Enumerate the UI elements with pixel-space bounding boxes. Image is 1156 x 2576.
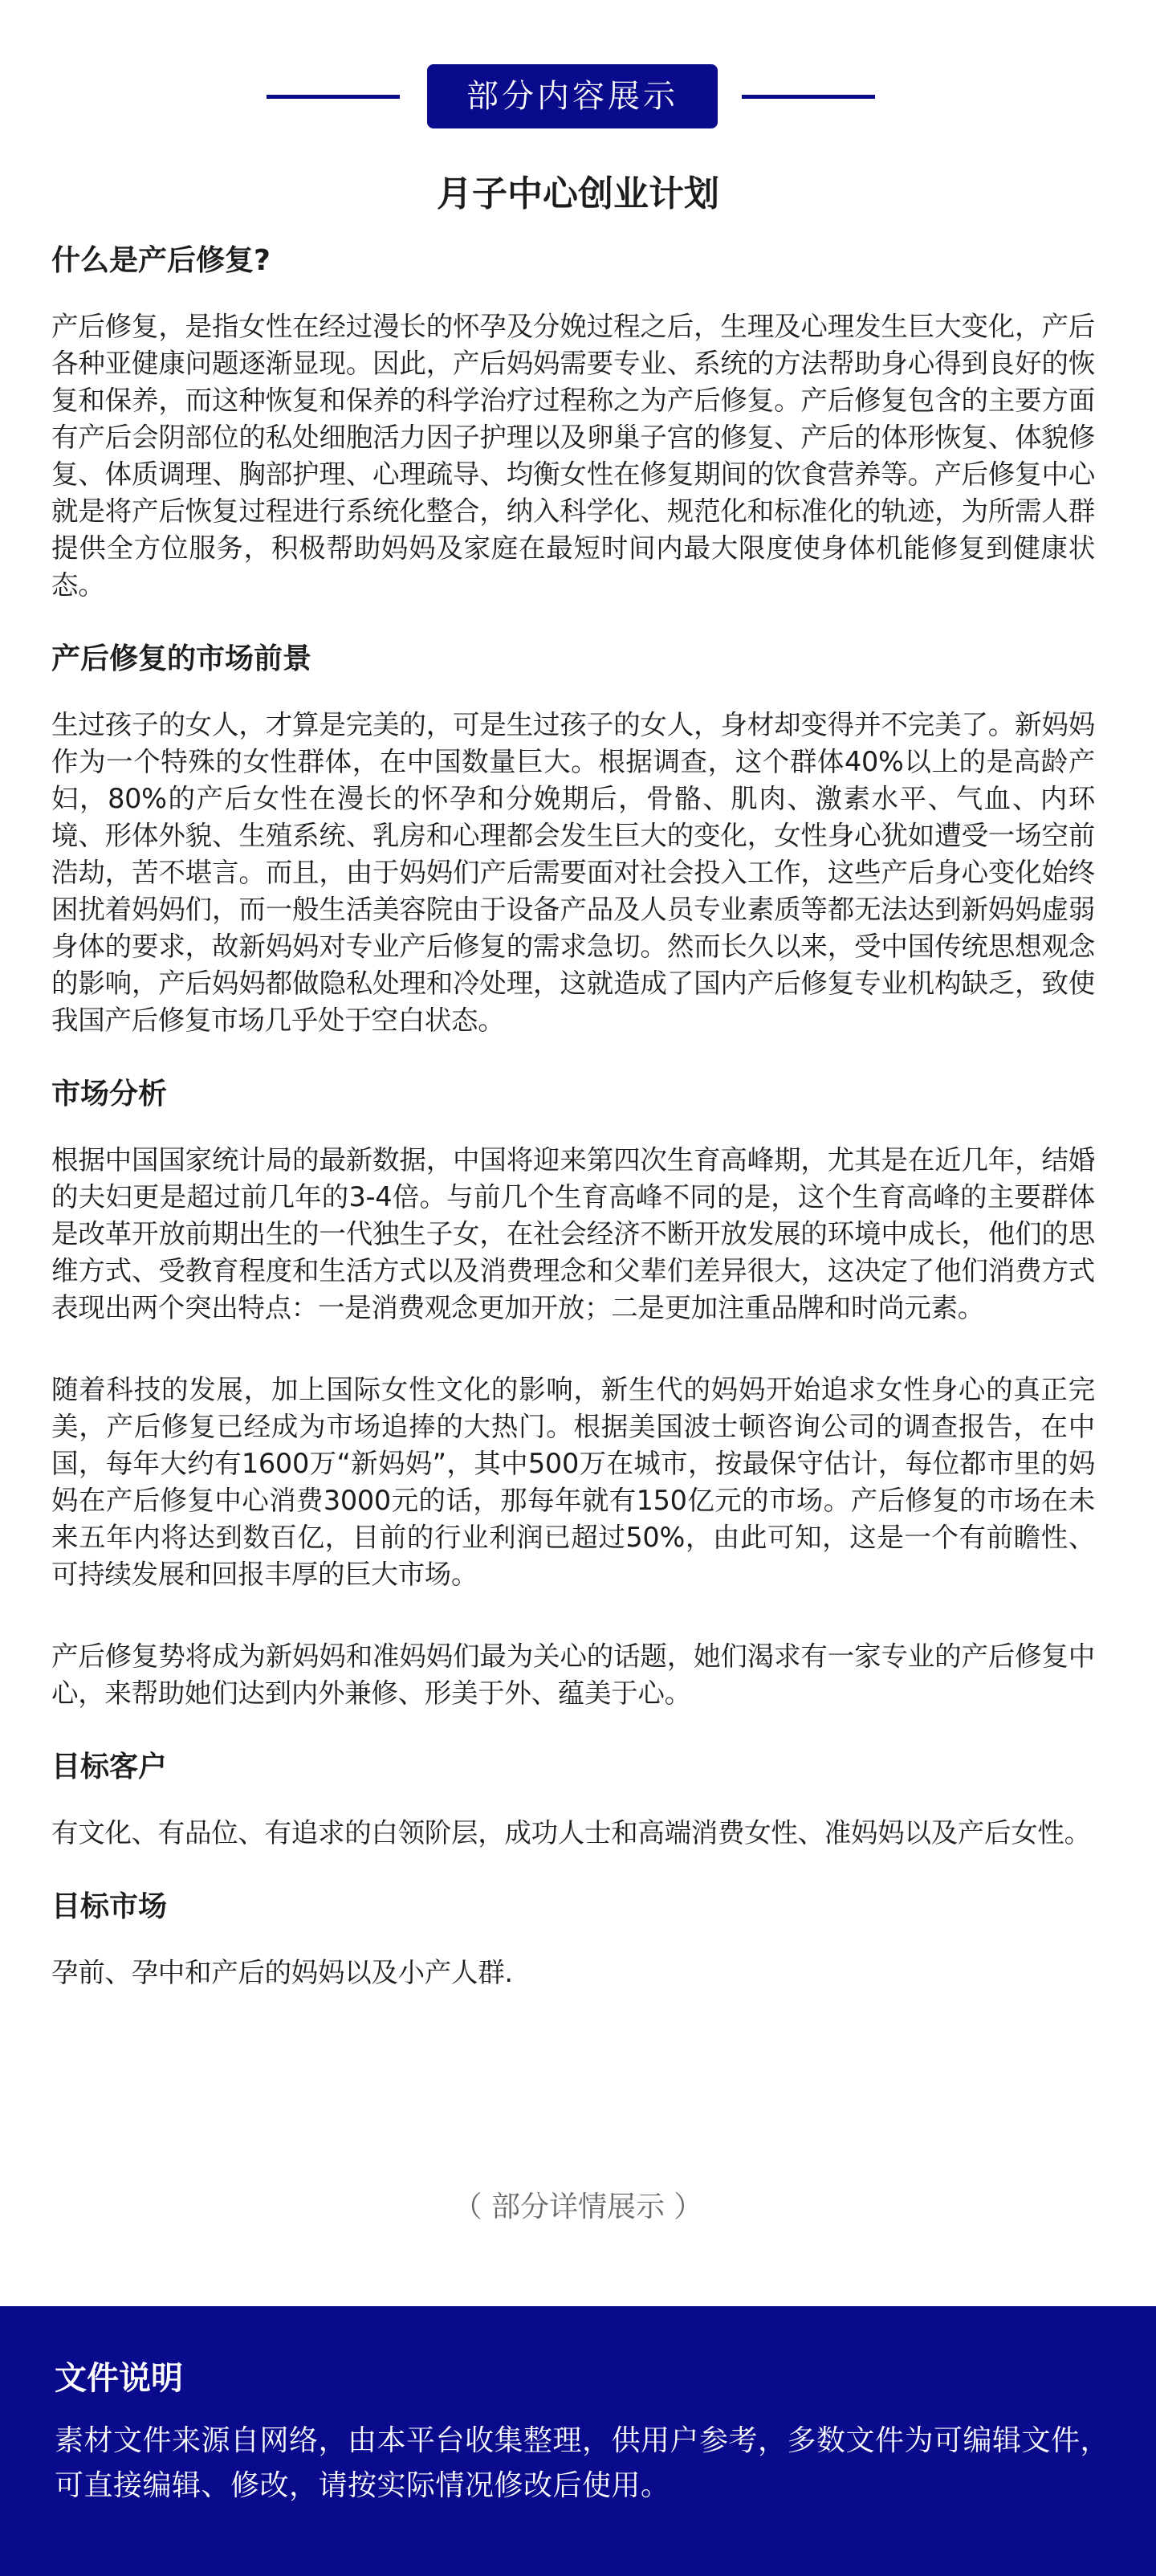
section-heading: 市场分析 (51, 1078, 168, 1111)
banner-right-line (742, 95, 875, 99)
paragraph: 产后修复势将成为新妈妈和准妈妈们最为关心的话题，她们渴求有一家专业的产后修复中心，来帮助她们达到内外兼修、形美于外、蕴美于心。 (51, 1641, 1095, 1709)
paragraph: 产后修复，是指女性在经过漫长的怀孕及分娩过程之后，生理及心理发生巨大变化，产后各种亚健康问题逐渐显现。因此，产后妈妈需要专业、系统的方法帮助身心得到良好的恢复和保养，而这种恢复和保养的科学治疗过程称之为产后修复。产后修复包含的主要方面有产后会阴部位的私处细胞活力因子护理以及卵巢子宫的修复、产后的体形恢复、体貌修复、体质调理、胸部护理、心理疏导、均衡女性在修复期间的饮食营养等。产后修复中心就是将产后恢复过程进行系统化整合，纳入科学化、规范化和标准化的轨迹，为所需人群提供全方位服务，积极帮助妈妈及家庭在最短时间内最大限度使身体机能修复到健康状态。 (51, 311, 1095, 601)
document-title: 月子中心创业计划 (437, 173, 719, 214)
paragraph: 根据中国国家统计局的最新数据，中国将迎来第四次生育高峰期，尤其是在近几年，结婚的夫妇更是超过前几年的3-4倍。与前几个生育高峰不同的是，这个生育高峰的主要群体是改革开放前期出生的一代独生子女，在社会经济不断开放发展的环境中成长，他们的思维方式、受教育程度和生活方式以及消费理念和父辈们差异很大，这决定了他们消费方式表现出两个突出特点：一是消费观念更加开放；二是更加注重品牌和时尚元素。 (51, 1144, 1095, 1323)
paragraph: 孕前、孕中和产后的妈妈以及小产人群. (51, 1957, 513, 1988)
top-banner (0, 64, 1156, 128)
paragraph: 有文化、有品位、有追求的白领阶层，成功人士和高端消费女性、准妈妈以及产后女性。 (51, 1817, 1091, 1848)
document-body (51, 241, 1095, 2027)
paragraph: 生过孩子的女人，才算是完美的，可是生过孩子的女人，身材却变得并不完美了。新妈妈作为一个特殊的女性群体，在中国数量巨大。根据调查，这个群体40%以上的是高龄产妇，80%的产后女性在漫长的怀孕和分娩期后，骨骼、肌肉、激素水平、气血、内环境、形体外貌、生殖系统、乳房和心理都会发生巨大的变化，女性身心犹如遭受一场空前浩劫，苦不堪言。而且，由于妈妈们产后需要面对社会投入工作，这些产后身心变化始终困扰着妈妈们，而一般生活美容院由于设备产品及人员专业素质等都无法达到新妈妈虚弱身体的要求，故新妈妈对专业产后修复的需求急切。然而长久以来，受中国传统思想观念的影响，产后妈妈都做隐私处理和冷处理，这就造成了国内产后修复专业机构缺乏，致使我国产后修复市场几乎处于空白状态。 (51, 709, 1095, 1036)
paragraph: 随着科技的发展，加上国际女性文化的影响，新生代的妈妈开始追求女性身心的真正完美，产后修复已经成为市场追捧的大热门。根据美国波士顿咨询公司的调查报告，在中国，每年大约有1600万“新妈妈”，其中500万在城市，按最保守估计，每位都市里的妈妈在产后修复中心消费3000元的话，那每年就有150亿元的市场。产后修复的市场在未来五年内将达到数百亿，目前的行业利润已超过50%，由此可知，这是一个有前瞻性、可持续发展和回报丰厚的巨大市场。 (51, 1374, 1095, 1590)
section-market-prospect (51, 639, 1095, 1039)
section-target-market (51, 1887, 1095, 1991)
section-heading: 产后修复的市场前景 (51, 642, 312, 675)
section-postpartum-repair (51, 241, 1095, 604)
banner-label: 部分内容展示 (427, 64, 718, 128)
detail-note: （ 部分详情展示 ） (453, 2191, 703, 2223)
file-description-footer (0, 2306, 1156, 2576)
section-heading: 什么是产后修复? (51, 244, 271, 277)
section-heading: 目标客户 (51, 1751, 168, 1783)
footer-body: 素材文件来源自网络，由本平台收集整理，供用户参考，多数文件为可编辑文件，可直接编辑、修改，请按实际情况修改后使用。 (55, 2424, 1110, 2502)
banner-left-line (267, 95, 400, 99)
footer-title: 文件说明 (55, 2360, 183, 2397)
section-market-analysis (51, 1074, 1095, 1712)
section-heading: 目标市场 (51, 1890, 168, 1923)
section-target-customers (51, 1747, 1095, 1852)
